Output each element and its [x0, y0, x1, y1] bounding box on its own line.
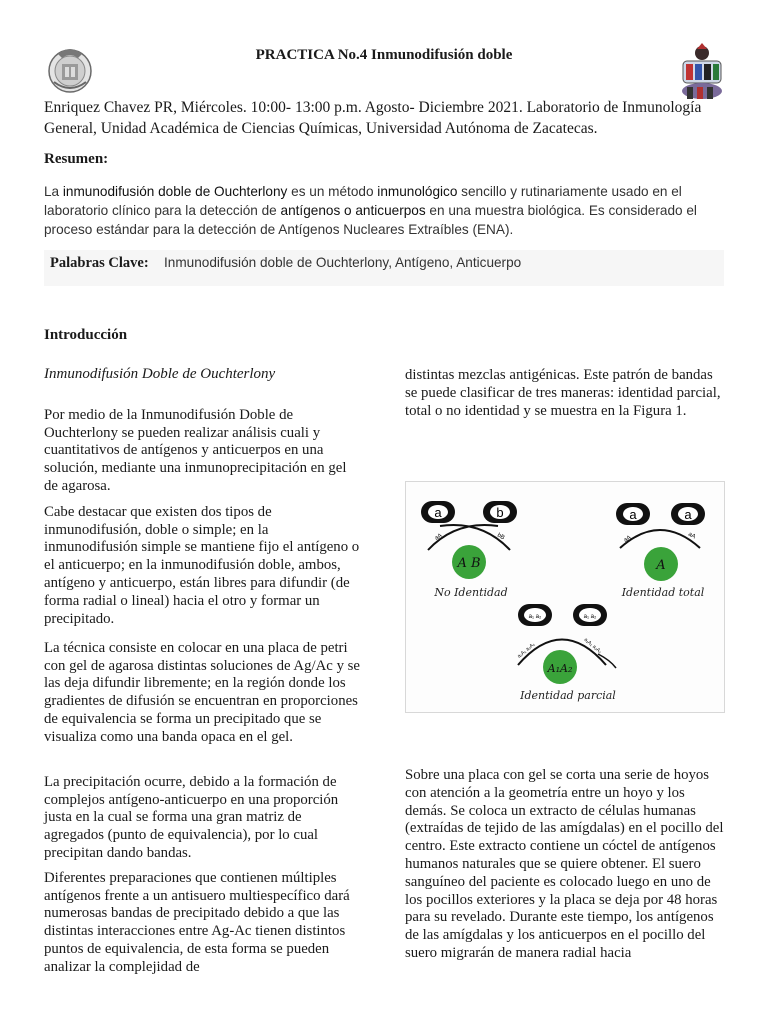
band-label: aA [623, 534, 633, 544]
well-label: a₁ a₂ [583, 614, 597, 620]
caption: Identidad total [621, 586, 705, 599]
well-label: a₁ a₂ [528, 614, 542, 620]
band-label: aA [687, 531, 697, 541]
abstract-term: inmunodifusión doble de Ouchterlony [62, 184, 288, 199]
keywords-text: Inmunodifusión doble de Ouchterlony, Antígeno, Anticuerpo [164, 255, 522, 270]
paragraph: Sobre una placa con gel se corta una serie de hoyos con atención a la geometría entre un hoyo y los demás. Se coloca un extracto de células humanas (extraídas de tejido de las amígdalas) en el pocillo del centro. Este extracto contiene un cóctel de antígenos humanos naturales que se quiere obtener. El suero sanguíneo del paciente es colocado luego en uno de los pocillos exteriores y la placa se deja por 48 horas para su revelado. Durante este tiempo, los antígenos de las amígdalas y los anticuerpos en el pocillo del suero migrarán de manera radial hacia [405, 767, 724, 961]
keywords-label: Palabras Clave: [50, 255, 149, 271]
spot-label: A B [457, 556, 481, 571]
spot-label: A [656, 558, 666, 573]
no-identidad-diagram [421, 501, 517, 599]
band-label: a₁A₁ a₂A₂ [582, 636, 603, 655]
paragraph: Cabe destacar que existen dos tipos de inmunodifusión, doble o simple; en la inmunodifusión simple se mantiene fijo el antígeno o el anticuerpo; en la inmunodifusión doble, ambos, antígeno y anticuerpo, están libres para difundir (de forma radial o lineal) hacia el otro y formar un precipitado. [44, 503, 360, 627]
abstract-term: antígenos o anticuerpos [280, 203, 426, 218]
introduccion-heading: Introducción [44, 327, 128, 343]
abstract-term: inmunológico [377, 184, 458, 199]
section-subheading: Inmunodifusión Doble de Ouchterlony [44, 366, 276, 382]
caption: Identidad parcial [520, 689, 616, 702]
precipitation-band [620, 530, 700, 548]
band-label: aA [434, 532, 444, 542]
paragraph: La precipitación ocurre, debido a la formación de complejos antígeno-anticuerpo en una proporción justa en la cual se forma una gran matriz de agregados (punto de equivalencia), por lo cual precipitan dando bandas. [44, 773, 339, 861]
page-title: PRACTICA No.4 Inmunodifusión doble [255, 47, 513, 63]
identidad-total-diagram [616, 503, 705, 599]
resumen-heading: Resumen: [44, 151, 109, 167]
precipitation-spur [598, 654, 616, 668]
well-a-label: a [629, 507, 637, 522]
well-a-label: a [434, 505, 442, 520]
well-a-label: a [684, 507, 692, 522]
well-b-label: b [496, 505, 504, 520]
caption: No Identidad [434, 586, 508, 599]
band-label: a₁A₁ a₂A₂ [516, 641, 537, 660]
authors-affiliation: Enriquez Chavez PR, Miércoles. 10:00- 13:00 p.m. Agosto- Diciembre 2021. Laboratorio de Inmunología General, Unidad Académica de Ciencias Químicas, Universidad Autónoma de Zacatecas. [44, 99, 702, 137]
paragraph: distintas mezclas antigénicas. Este patrón de bandas se puede clasificar de tres maneras: identidad parcial, total o no identidad y se muestra en la Figura 1. [405, 367, 721, 419]
paragraph: La técnica consiste en colocar en una placa de petri con gel de agarosa distintas soluciones de Ag/Ac y se las deja difundir libremente; en la región donde los gradientes de difusión se encuentran en proporciones de equivalencia se forma un precipitado que se visualiza como una banda opaca en el gel. [44, 639, 361, 745]
spot-label: A₁A₂ [547, 662, 573, 675]
band-label: bB [496, 532, 506, 542]
paragraph: Diferentes preparaciones que contienen múltiples antígenos frente a un antisuero multiespecífico dará numerosas bandas de precipitado debido a que las distintas interacciones entre Ag-Ac tienen distintos puntos de equivalencia, de esta forma se pueden analizar la complejidad de [44, 869, 350, 975]
paragraph: Por medio de la Inmunodifusión Doble de Ouchterlony se pueden realizar análisis cuali y cuantitativos de antígenos y anticuerpos en una solución, mediante una inmunoprecipitación en gel de agarosa. [44, 406, 347, 494]
identidad-parcial-diagram [516, 604, 616, 702]
diffusion-patterns-figure [405, 481, 725, 713]
abstract-text: La inmunodifusión doble de Ouchterlony es un método inmunológico sencillo y rutinariamente usado en el laboratorio clínico para la detección de antígenos o anticuerpos en una muestra biológica. Es considerado el proceso estándar para la detección de Antígenos Nucleares Extraíbles (ENA). [44, 184, 697, 237]
